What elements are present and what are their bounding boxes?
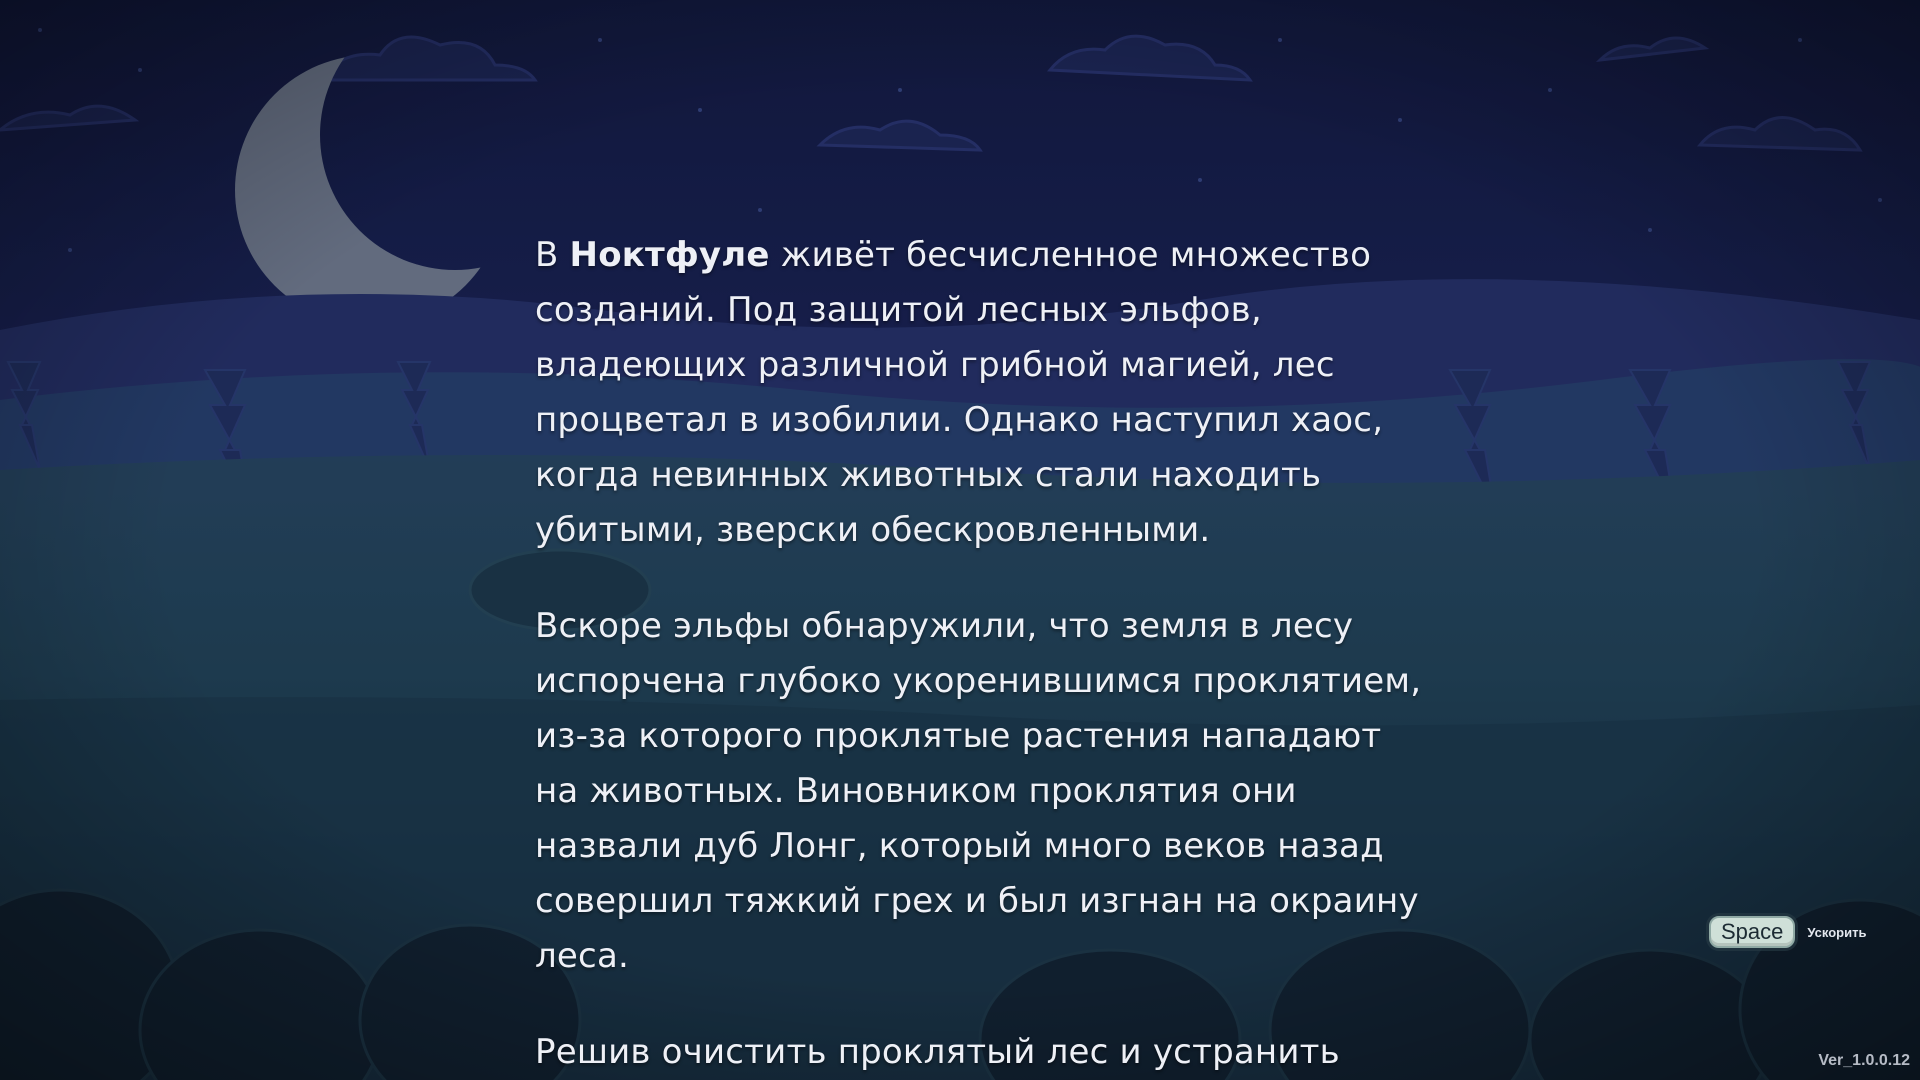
story-text [535, 228, 1422, 1080]
story-line: назвали дуб Лонг, который много веков назад [535, 826, 1384, 866]
story-line: совершил тяжкий грех и был изгнан на окраину [535, 881, 1419, 921]
space-key-button[interactable]: Space [1709, 916, 1795, 948]
story-line: из-за которого проклятые растения нападают [535, 716, 1382, 756]
story-line: на животных. Виновником проклятия они [535, 771, 1297, 811]
speed-up-label: Ускорить [1807, 924, 1867, 940]
story-line: леса. [535, 936, 629, 976]
story-line: владеющих различной грибной магией, лес [535, 345, 1335, 385]
story-paragraph-1 [535, 228, 1415, 558]
story-paragraph-3 [535, 1025, 1415, 1080]
story-line: Решив очистить проклятый лес и устранить [535, 1032, 1340, 1072]
story-line: испорчена глубоко укоренившимся проклятием, [535, 661, 1422, 701]
story-line: когда невинных животных стали находить [535, 455, 1322, 495]
story-line: созданий. Под защитой лесных эльфов, [535, 290, 1262, 330]
story-line: В Ноктфуле живёт бесчисленное множество [535, 235, 1372, 275]
story-line: Вскоре эльфы обнаружили, что земля в лесу [535, 606, 1354, 646]
place-name: Ноктфуле [569, 235, 770, 275]
version-label: Ver_1.0.0.12 [1818, 1052, 1910, 1069]
story-paragraph-2 [535, 599, 1422, 984]
story-line: убитыми, зверски обескровленными. [535, 510, 1211, 550]
story-line: процветал в изобилии. Однако наступил хаос, [535, 400, 1384, 440]
speed-up-hint[interactable] [1709, 915, 1866, 949]
